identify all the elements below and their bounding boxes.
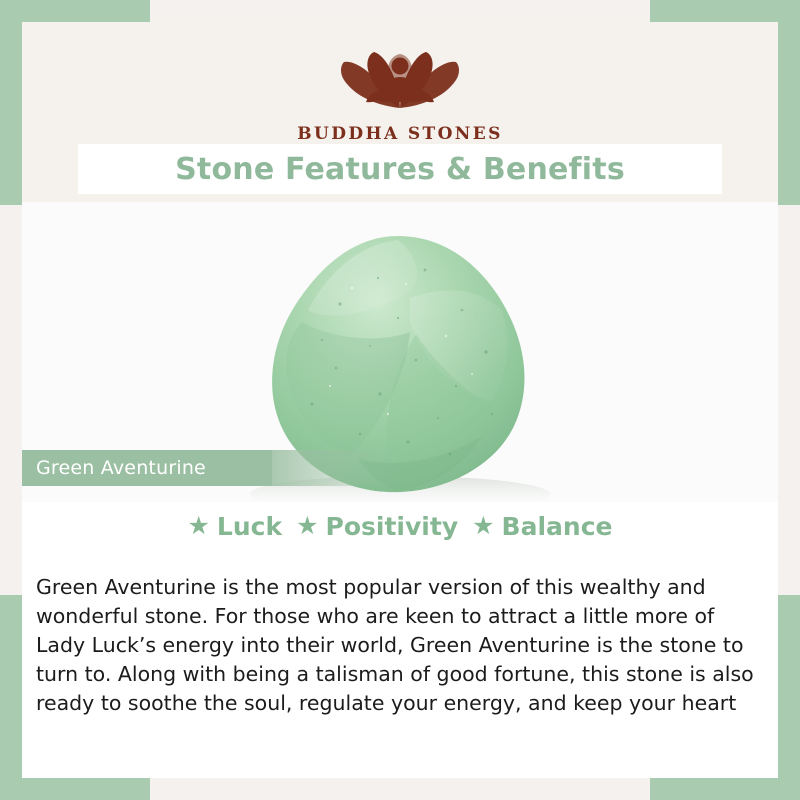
brand-name: BUDDHA STONES — [297, 124, 503, 144]
stone-name-label: Green Aventurine — [36, 457, 206, 479]
benefits-row — [22, 512, 778, 541]
star-icon: ★ — [472, 511, 495, 540]
stone-name-ribbon — [22, 450, 272, 486]
star-icon: ★ — [296, 511, 319, 540]
page-title-bar — [78, 144, 722, 194]
brand-logo — [22, 30, 778, 144]
benefit-item-positivity — [296, 512, 458, 541]
benefit-label: Balance — [501, 512, 613, 541]
frame-corner-top-left-vertical — [0, 0, 22, 205]
frame-corner-top-right-vertical — [778, 0, 800, 205]
header-band — [22, 22, 778, 202]
benefit-item-balance — [472, 512, 612, 541]
lotus-meditation-icon — [310, 30, 490, 122]
frame-corner-bottom-right-horizontal — [650, 778, 800, 800]
stone-name-ribbon-fade — [272, 450, 402, 486]
frame-corner-bottom-left-vertical — [0, 595, 22, 800]
benefit-label: Luck — [216, 512, 283, 541]
benefit-item-luck — [188, 512, 283, 541]
stone-description: Green Aventurine is the most popular version of this wealthy and wonderful stone. For those who are keen to attract a little more of Lady Luck’s energy into their world, Green Aventurine is the stone to turn to. Along with being a talisman of good fortune, this stone is also ready to soothe the soul, regulate your energy, and keep your heart — [36, 574, 754, 715]
page-title: Stone Features & Benefits — [175, 151, 625, 187]
frame-corner-top-right-horizontal — [650, 0, 800, 22]
frame-corner-top-left-horizontal — [0, 0, 150, 22]
content-card — [22, 22, 778, 778]
bottom-filler — [22, 718, 778, 778]
star-icon: ★ — [187, 511, 210, 540]
frame-corner-bottom-left-horizontal — [0, 778, 150, 800]
benefit-label: Positivity — [325, 512, 459, 541]
frame-corner-bottom-right-vertical — [778, 595, 800, 800]
